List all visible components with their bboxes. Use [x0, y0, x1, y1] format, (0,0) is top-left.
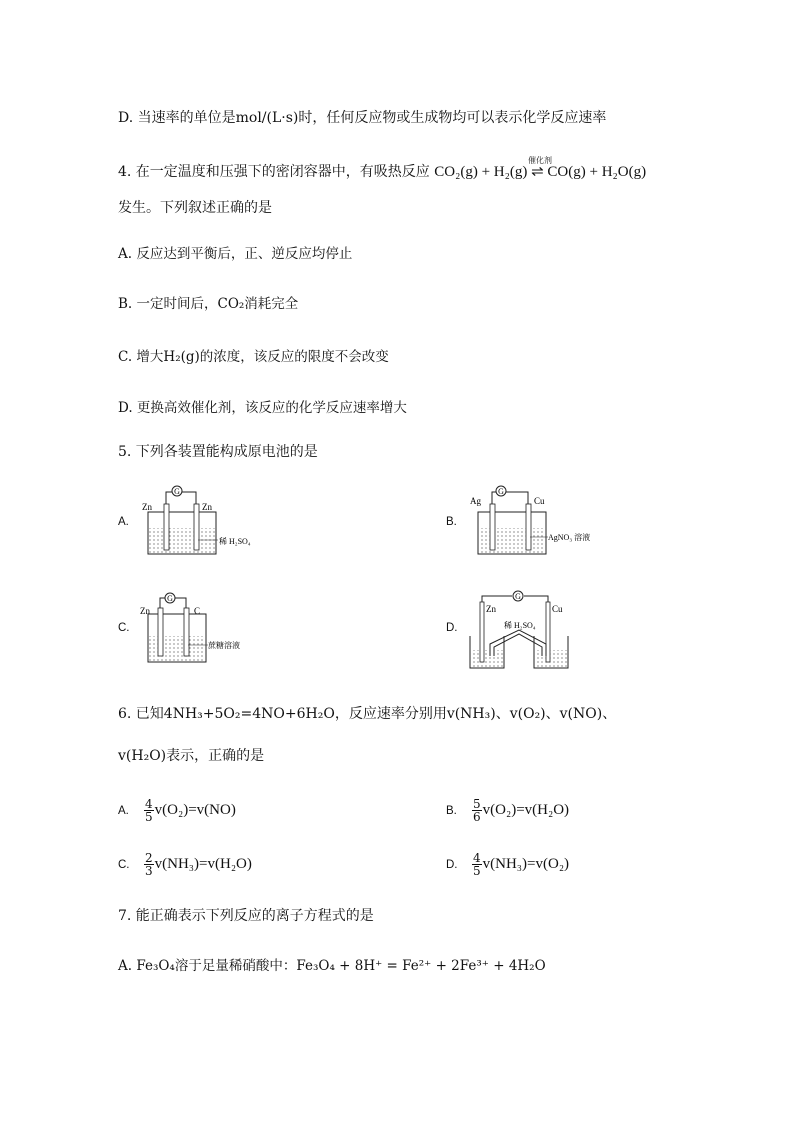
q6-d-num: 4 — [473, 851, 481, 865]
q4-stem-end: 发生。下列叙述正确的是 — [118, 200, 272, 216]
q6-option-d-expr: v(NH₃)=v(O₂) — [482, 856, 570, 872]
q4-option-b: B. 一定时间后，CO₂消耗完全 — [118, 296, 299, 312]
electrode-left-b: Ag — [470, 496, 481, 506]
solution-c: 蔗糖溶液 — [208, 641, 240, 650]
electrode-right-d: Cu — [552, 604, 563, 614]
solution-d: 稀 H₂SO₄ — [504, 621, 536, 630]
q4-equation: CO₂(g) + H₂(g) ⇌ CO(g) + H₂O(g) — [434, 164, 647, 180]
solution-b: AgNO₃ 溶液 — [548, 533, 591, 542]
electrode-right-b: Cu — [534, 496, 545, 506]
meter-g-b: G — [498, 487, 504, 496]
q4-catalyst-label: 催化剂 — [528, 156, 552, 165]
q5-option-d-label: D. — [446, 622, 458, 634]
q6-b-num: 5 — [473, 797, 481, 811]
q4-stem-text: 4. 在一定温度和压强下的密闭容器中，有吸热反应 — [118, 164, 430, 180]
electrode-left-a: Zn — [142, 502, 152, 512]
apparatus-c-diagram — [136, 590, 266, 668]
electrode-right-a: Zn — [202, 502, 212, 512]
apparatus-b-diagram — [464, 482, 604, 560]
q4-option-d: D. 更换高效催化剂，该反应的化学反应速率增大 — [118, 400, 407, 416]
q4-stem — [118, 162, 646, 182]
q6-option-b-label: B. — [446, 805, 457, 817]
q6-option-d — [446, 852, 569, 877]
q6-c-num: 2 — [145, 851, 153, 865]
q6-stem: 6. 已知4NH₃+5O₂=4NO+6H₂O，反应速率分别用v(NH₃)、v(O₂)、v(NO)、 — [118, 706, 617, 722]
q6-a-den: 5 — [145, 810, 153, 824]
q6-option-b — [446, 798, 569, 823]
q4-option-a: A. 反应达到平衡后，正、逆反应均停止 — [118, 246, 353, 262]
q7-stem: 7. 能正确表示下列反应的离子方程式的是 — [118, 908, 374, 924]
q3-option-d: D. 当速率的单位是mol/(L·s)时，任何反应物或生成物均可以表示化学反应速率 — [118, 110, 607, 126]
q6-option-d-label: D. — [446, 859, 458, 871]
electrode-left-d: Zn — [486, 604, 496, 614]
apparatus-d-diagram — [464, 588, 586, 672]
q6-option-b-fraction — [472, 798, 482, 823]
q7-option-a: A. Fe₃O₄溶于足量稀硝酸中：Fe₃O₄ + 8H⁺ = Fe²⁺ + 2Fe³⁺ + 4H₂O — [118, 958, 546, 974]
q4-option-c: C. 增大H₂(g)的浓度，该反应的限度不会改变 — [118, 349, 389, 365]
q6-option-d-fraction — [472, 852, 482, 877]
meter-g-a: G — [174, 487, 180, 496]
q6-b-den: 6 — [473, 810, 481, 824]
electrode-left-c: Zn — [140, 606, 150, 616]
q5-option-b-label: B. — [446, 516, 457, 528]
q6-option-c-expr: v(NH₃)=v(H₂O) — [154, 856, 252, 872]
q6-option-a-expr: v(O₂)=v(NO) — [154, 802, 236, 818]
meter-g-d: G — [515, 592, 521, 601]
q6-option-c-fraction — [144, 852, 154, 877]
q6-option-c-label: C. — [118, 859, 130, 871]
q6-option-c — [118, 852, 252, 877]
q5-option-c-label: C. — [118, 622, 130, 634]
q6-option-b-expr: v(O₂)=v(H₂O) — [482, 802, 570, 818]
q5-stem: 5. 下列各装置能构成原电池的是 — [118, 444, 318, 460]
q6-option-a — [118, 798, 236, 823]
q6-d-den: 5 — [473, 864, 481, 878]
q6-option-a-fraction — [144, 798, 154, 823]
q6-a-num: 4 — [145, 797, 153, 811]
q6-c-den: 3 — [145, 864, 153, 878]
meter-g-c: G — [167, 594, 173, 603]
q6-option-a-label: A. — [118, 805, 129, 817]
electrode-right-c: C — [194, 606, 201, 616]
apparatus-a-diagram — [136, 482, 266, 560]
q6-stem-end: v(H₂O)表示，正确的是 — [118, 748, 265, 764]
q5-option-a-label: A. — [118, 516, 129, 528]
solution-a: 稀 H₂SO₄ — [219, 537, 251, 546]
